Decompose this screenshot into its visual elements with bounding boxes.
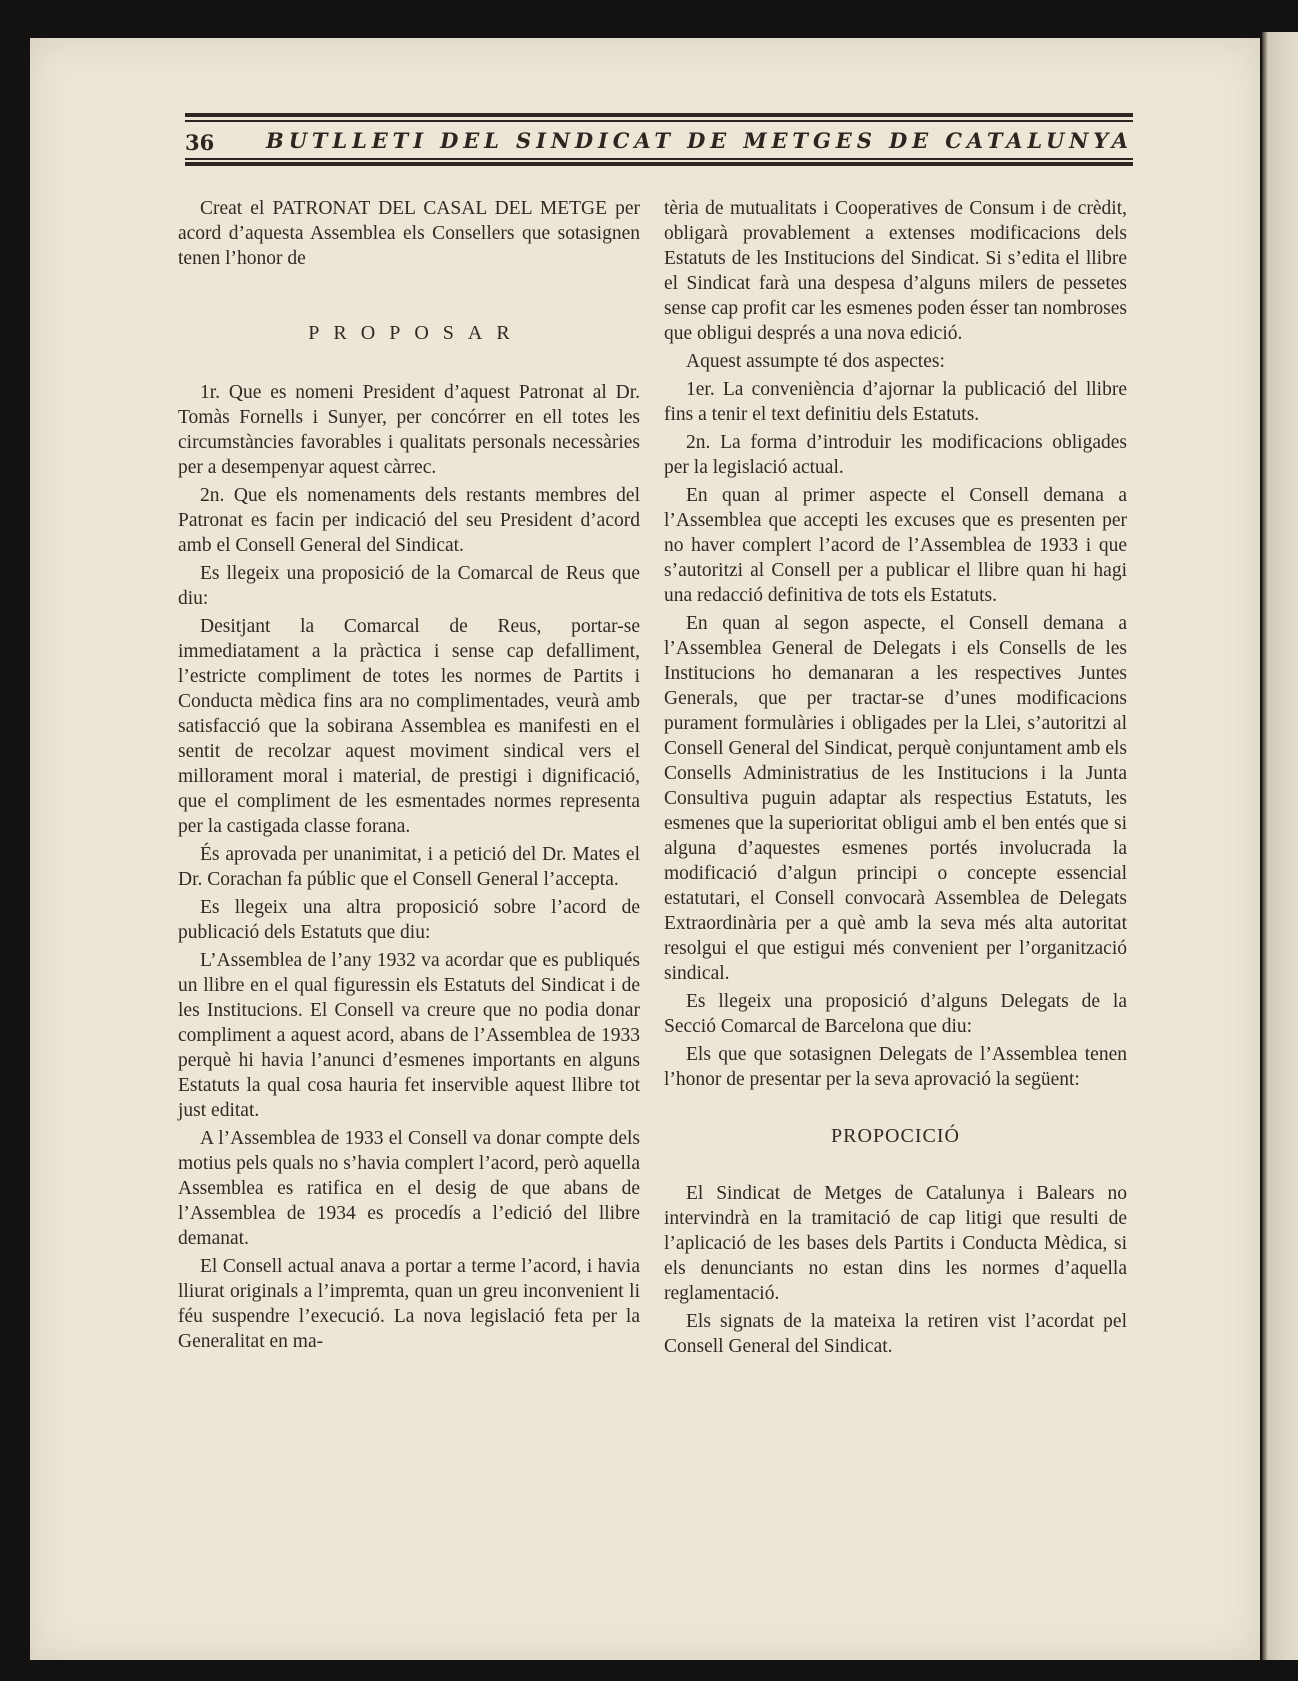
facing-page-edge <box>1262 32 1298 1660</box>
paragraph: Es llegeix una proposició de la Comarcal de Reus que diu: <box>178 563 640 609</box>
paragraph: Aquest assumpte té dos aspectes: <box>686 351 945 372</box>
paragraph: El Consell actual anava a portar a terme l’acord, i havia lliurat originals a l’impremta, quan un greu inconvenient li féu suspendre l’execució. La nova legislació feta per la Generalitat en ma- <box>178 1256 640 1352</box>
paragraph: L’Assemblea de l’any 1932 va acordar que es publiqués un llibre en el qual figuressin els Estatuts del Sindicat i de les Institucions. El Consell va creure que no podia donar compliment a aquest acord, abans de l’Assemblea de 1933 perquè hi havia l’anunci d’esmenes importants en alguns Estatuts la qual cosa hauria fet inservible aquest llibre tot just editat. <box>178 950 640 1121</box>
right-column <box>664 196 1127 1362</box>
paragraph: El Sindicat de Metges de Catalunya i Balears no intervindrà en la tramitació de cap litigi que resulti de l’aplicació de les bases dels Partits i Conducta Mèdica, si els denunciants no estan dins les normes d’aquella reglamentació. <box>664 1183 1127 1304</box>
paragraph: 1er. La conveniència d’ajornar la publicació del llibre fins a tenir el text definitiu dels Estatuts. <box>664 379 1127 425</box>
paragraph: 2n. Que els nomenaments dels restants membres del Patronat es facin per indicació del seu President d’acord amb el Consell General del Sindicat. <box>178 485 640 556</box>
header-rule-bottom-thick <box>185 162 1133 166</box>
paragraph: Es llegeix una altra proposició sobre l’acord de publicació dels Estatuts que diu: <box>178 897 640 943</box>
left-column <box>178 196 640 1357</box>
page-number: 36 <box>185 130 215 155</box>
running-header <box>185 128 1133 162</box>
section-heading-proposar: PROPOSAR <box>308 322 524 344</box>
header-rule-top-thick <box>185 113 1133 117</box>
paragraph: És aprovada per unanimitat, i a petició del Dr. Mates el Dr. Corachan fa públic que el Consell General l’accepta. <box>178 844 640 890</box>
paragraph: tèria de mutualitats i Cooperatives de Consum i de crèdit, obligarà provablement a extenses modificacions dels Estatuts de les Institucions del Sindicat. Si s’edita el llibre el Sindicat farà una despesa d’alguns milers de pessetes sense cap profit car les esmenes poden ésser tan nombroses que obligui després a una nova edició. <box>664 198 1127 344</box>
paragraph: Desitjant la Comarcal de Reus, portar-se immediatament a la pràctica i sense cap defalliment, l’estricte compliment de totes les normes de Partits i Conducta mèdica fins ara no complimentades, veurà amb satisfacció que la sobirana Assemblea es manifesti en el sentit de recolzar aquest moviment sindical vers el millorament moral i material, de prestigi i dignificació, que el compliment de les esmentades normes representa per la castigada classe forana. <box>178 616 640 837</box>
section-heading-propocicio: PROPOCICIÓ <box>831 1125 960 1147</box>
paragraph: 2n. La forma d’introduir les modificacions obligades per la legislació actual. <box>664 432 1127 478</box>
paragraph: En quan al primer aspecte el Consell demana a l’Assemblea que accepti les excuses que es presenten per no haver complert l’acord de l’Assemblea de 1933 i que s’autoritzi al Consell per a publicar el llibre quan hi hagi una redacció definitiva de tots els Estatuts. <box>664 485 1127 606</box>
journal-title: BUTLLETI DEL SINDICAT DE METGES DE CATALUNYA <box>266 128 1133 153</box>
paragraph: 1r. Que es nomeni President d’aquest Patronat al Dr. Tomàs Fornells i Sunyer, per concórrer en ell totes les circumstàncies favorables i qualitats personals necessàries per a desempenyar aquest càrrec. <box>178 382 640 478</box>
paragraph: Els signats de la mateixa la retiren vist l’acordat pel Consell General del Sindicat. <box>664 1311 1127 1357</box>
paragraph: En quan al segon aspecte, el Consell demana a l’Assemblea General de Delegats i els Consells de les Institucions ho demanaran a les respectives Juntes Generals, que per tractar-se d’unes modificacions purament formulàries i obligades per la Llei, s’autoritzi al Consell General del Sindicat, perquè conjuntament amb els Consells Administratius de les Institucions i la Junta Consultiva puguin adaptar als respectius Estatuts, les esmenes que la superioritat obligui amb el ben entés que si alguna d’aquestes esmenes portés involucrada la modificació d’algun principi o concepte essencial estatutari, el Consell convocarà Assemblea de Delegats Extraordinària per a què amb la seva més alta autoritat resolgui el que estigui més convenient per l’organització sindical. <box>664 613 1127 984</box>
paragraph: Els que que sotasignen Delegats de l’Assemblea tenen l’honor de presentar per la seva aprovació la següent: <box>664 1044 1127 1090</box>
paragraph: Creat el PATRONAT DEL CASAL DEL METGE per acord d’aquesta Assemblea els Consellers que sotasignen tenen l’honor de <box>178 198 640 269</box>
paragraph: Es llegeix una proposició d’alguns Delegats de la Secció Comarcal de Barcelona que diu: <box>664 991 1127 1037</box>
paragraph: A l’Assemblea de 1933 el Consell va donar compte dels motius pels quals no s’havia complert l’acord, però aquella Assemblea es ratifica en el desig de que abans de l’Assemblea de 1934 es procedís a l’edició del llibre demanat. <box>178 1128 640 1249</box>
header-rule-bottom-thin <box>185 158 1133 160</box>
header-rule-top-thin <box>185 120 1133 122</box>
